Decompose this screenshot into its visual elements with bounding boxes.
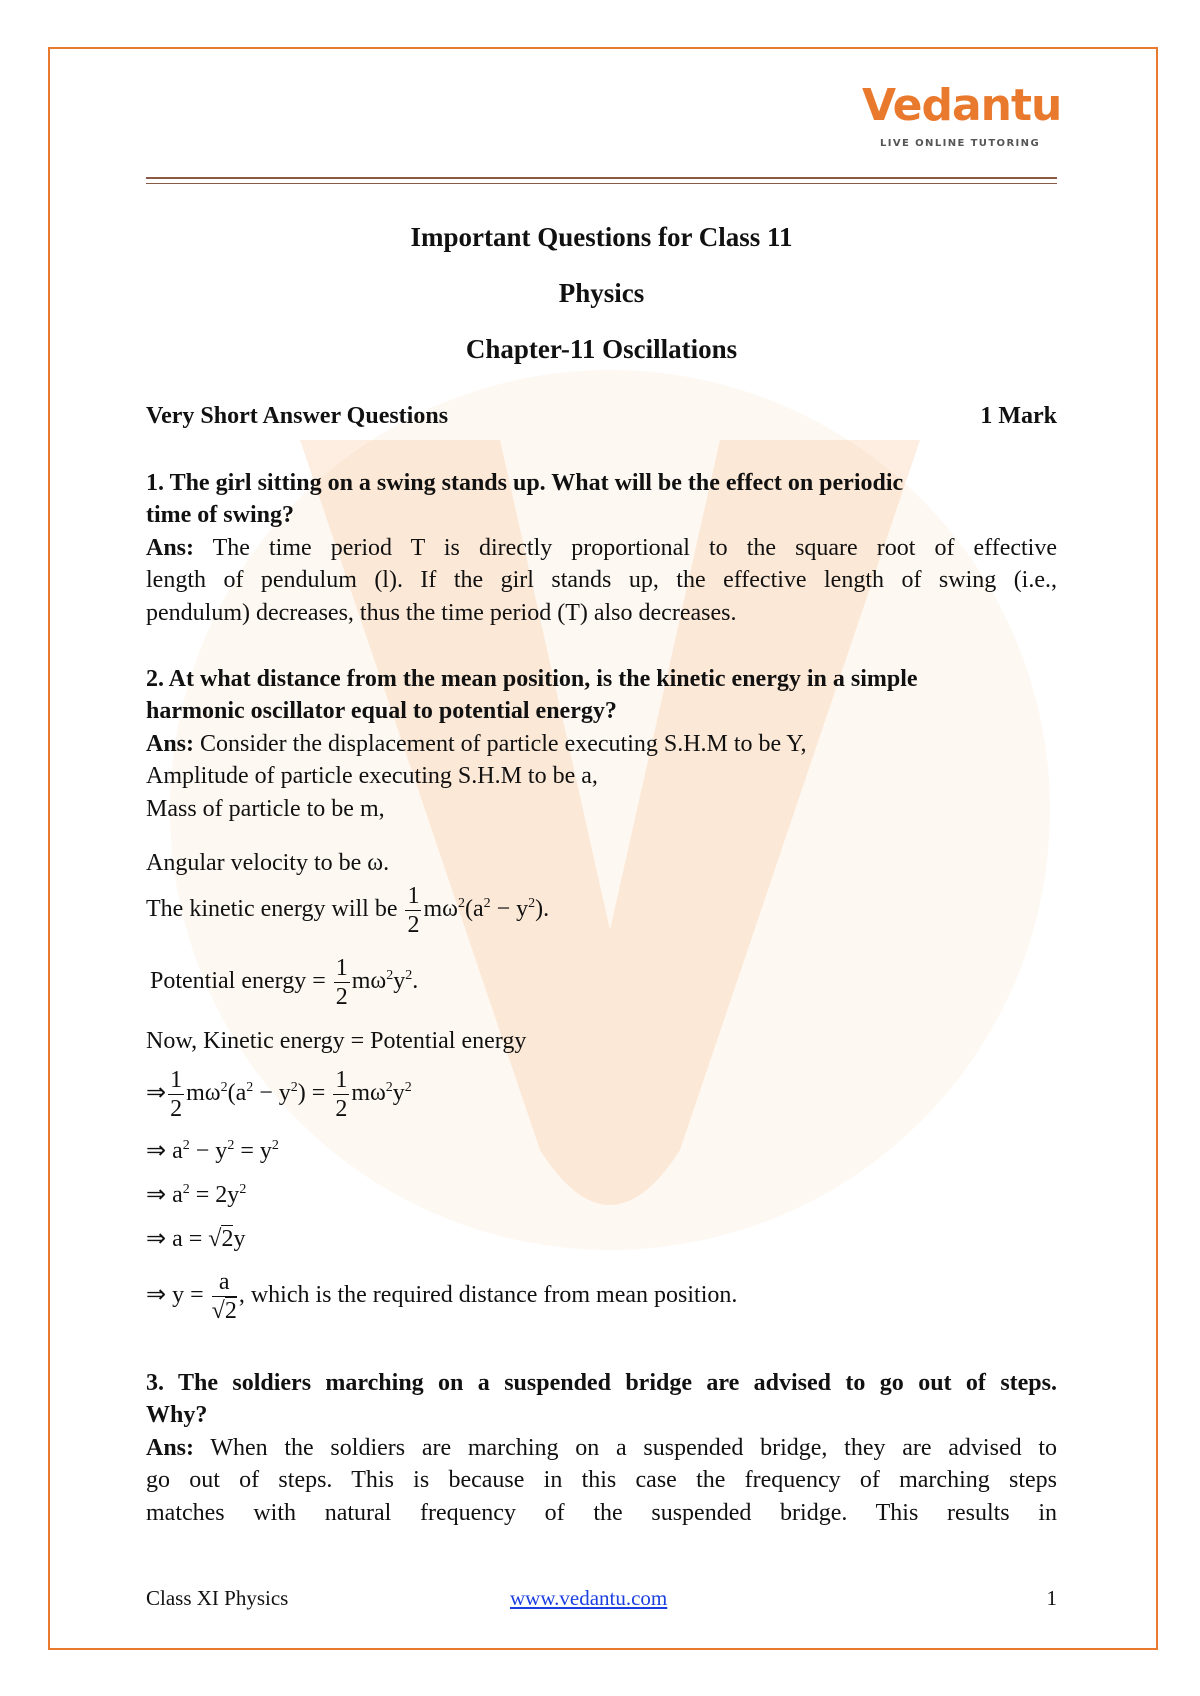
q3-answer-line1 xyxy=(146,1435,1057,1462)
q3-question-line2: Why? xyxy=(146,1402,208,1428)
doc-chapter: Chapter-11 Oscillations xyxy=(465,334,738,364)
q1-question-line2: time of swing? xyxy=(146,502,294,528)
q2-answer-line1 xyxy=(146,731,1057,758)
footer-page-number: 1 xyxy=(1046,1586,1057,1610)
logo-wordmark: Vedantu xyxy=(862,80,1062,131)
q2-ans-text: Consider the displacement of particle executing S.H.M to be Y, xyxy=(194,731,807,757)
footer-website-link[interactable]: www.vedantu.com xyxy=(510,1586,668,1610)
q1-answer-line2: length of pendulum (l). If the girl stands up, the effective length of swing (i.e., xyxy=(146,567,1057,593)
q2-question-line2: harmonic oscillator equal to potential energy? xyxy=(146,698,617,724)
header-rule-thin xyxy=(146,183,1057,184)
q2-ans-label: Ans: xyxy=(146,731,195,757)
equation-step-2: ⇒ $a^2 - y^2 = y^2$ xyxy=(146,1138,279,1164)
equation-step-4: ⇒ a = √2y xyxy=(146,1226,246,1252)
q2-answer-line2: Amplitude of particle executing S.H.M to be a, xyxy=(146,763,598,789)
q2-answer-line3: Mass of particle to be m, xyxy=(146,796,385,822)
q1-ans-label: Ans: xyxy=(146,535,195,561)
q1-answer-line1 xyxy=(146,535,1057,562)
vedantu-logo xyxy=(862,80,1062,158)
q2-question-line1: 2. At what distance from the mean position, is the kinetic energy in a simple xyxy=(146,666,918,692)
logo-tagline: LIVE ONLINE TUTORING xyxy=(880,138,1041,149)
q3-answer-line3: matches with natural frequency of the suspended bridge. This results in xyxy=(146,1500,1057,1526)
energy-equality-line: Now, Kinetic energy = Potential energy xyxy=(146,1028,527,1054)
equation-step-3: ⇒ $a^2 = 2y^2$ xyxy=(146,1182,247,1208)
doc-subject: Physics xyxy=(558,278,645,308)
header-rule xyxy=(146,177,1057,179)
q2-answer-line4: Angular velocity to be ω. xyxy=(146,850,390,876)
doc-title: Important Questions for Class 11 xyxy=(410,222,793,252)
q3-ans-label: Ans: xyxy=(146,1435,195,1461)
section-heading xyxy=(146,403,1057,430)
q1-answer-line3: pendulum) decreases, thus the time period (T) also decreases. xyxy=(146,600,737,626)
footer-class-label: Class XI Physics xyxy=(146,1586,289,1610)
q3-ans-text: When the soldiers are marching on a suspended bridge, they are advised to xyxy=(194,1435,1057,1461)
section-marks: 1 Mark xyxy=(980,403,1057,429)
ke-prefix: The kinetic energy will be xyxy=(146,896,404,923)
q1-question-line1: 1. The girl sitting on a swing stands up. What will be the effect on periodic xyxy=(146,470,904,496)
section-label: Very Short Answer Questions xyxy=(146,403,449,429)
result-suffix: , which is the required distance from mean position. xyxy=(238,1282,738,1309)
q3-answer-line2: go out of steps. This is because in this case the frequency of marching steps xyxy=(146,1467,1057,1493)
pe-prefix: Potential energy = xyxy=(150,968,332,995)
equation-step-1: ⇒ $\frac{1}{2}$ $m\omega^2(a^2 - y^2)$ = $\frac{1}{2}$ $m\omega^2y^2$ xyxy=(146,1067,412,1122)
q3-question-line1: 3. The soldiers marching on a suspended bridge are advised to go out of steps. xyxy=(146,1370,1057,1396)
equation-step-5: ⇒ y = $\frac{a}{√2}$ , which is the required distance from mean position. xyxy=(146,1269,738,1324)
kinetic-energy-formula: The kinetic energy will be $\frac{1}{2}$ $m\omega^2(a^2 - y^2)$. xyxy=(146,883,550,938)
q1-ans-text: The time period T is directly proportional to the square root of effective xyxy=(194,535,1057,561)
potential-energy-formula: Potential energy = $\frac{1}{2}$ $m\omega^2y^2$. xyxy=(150,955,419,1010)
